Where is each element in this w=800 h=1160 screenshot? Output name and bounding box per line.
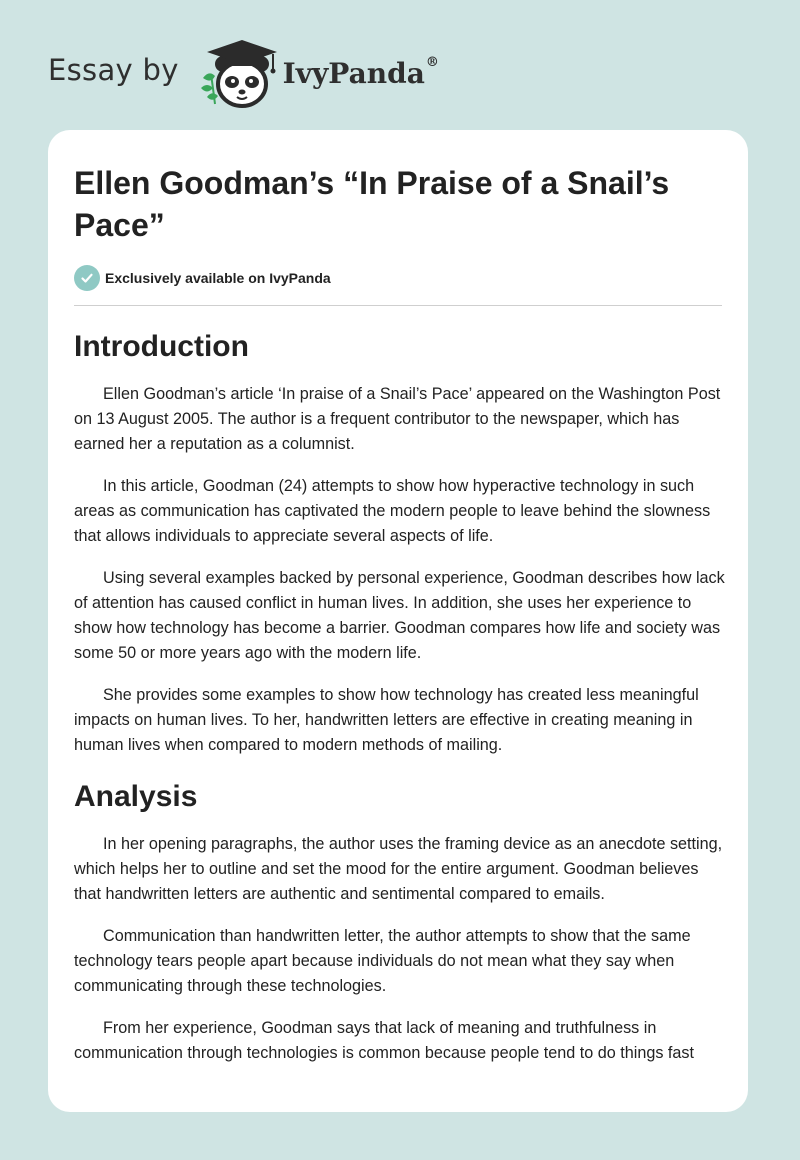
divider — [74, 305, 722, 306]
check-icon — [74, 265, 100, 291]
paragraph: She provides some examples to show how technology has created less meaningful impacts on human lives. To her, handwritten letters are effective in creating meaning in human lives when compared to modern methods of mailing. — [74, 686, 699, 754]
paragraph: From her experience, Goodman says that lack of meaning and truthfulness in communication through technologies is common because people tend to do things fast — [74, 1019, 695, 1062]
page-title: Ellen Goodman’s “In Praise of a Snail’s Pace” — [74, 165, 670, 243]
paragraph: Ellen Goodman’s article ‘In praise of a Snail’s Pace’ appeared on the Washington Post on 13 August 2005. The author is a frequent contributor to the newspaper, which has earned her a reputation as a columnist. — [74, 385, 721, 453]
site-header — [48, 32, 439, 112]
paragraph: In her opening paragraphs, the author uses the framing device as an anecdote setting, which helps her to outline and set the mood for the entire argument. Goodman believes that handwritten letters are authentic and sentimental compared to emails. — [74, 835, 723, 903]
section-heading-analysis: Analysis — [74, 780, 198, 813]
brand-name: IvyPanda® — [282, 54, 439, 90]
paragraph: Communication than handwritten letter, the author attempts to show that the same technology tears people apart because individuals do not mean what they say when communicating through these technologies. — [74, 927, 691, 995]
panda-graduate-icon — [193, 34, 289, 110]
paragraph: Using several examples backed by personal experience, Goodman describes how lack of attention has caused conflict in human lives. In addition, she uses her experience to show how technology has become a barrier. Goodman compares how life and society was some 50 or more years ago with the modern life. — [74, 569, 725, 662]
essay-by-label: Essay by — [48, 53, 179, 87]
paragraph: In this article, Goodman (24) attempts to show how hyperactive technology in such areas as communication has captivated the modern people to leave behind the slowness that allows individuals to appreciate several aspects of life. — [74, 477, 711, 545]
registered-mark: ® — [425, 54, 439, 70]
essay-card — [48, 130, 748, 1112]
exclusive-badge — [74, 263, 722, 293]
section-heading-introduction: Introduction — [74, 330, 249, 363]
exclusive-label: Exclusively available on IvyPanda — [105, 270, 331, 286]
